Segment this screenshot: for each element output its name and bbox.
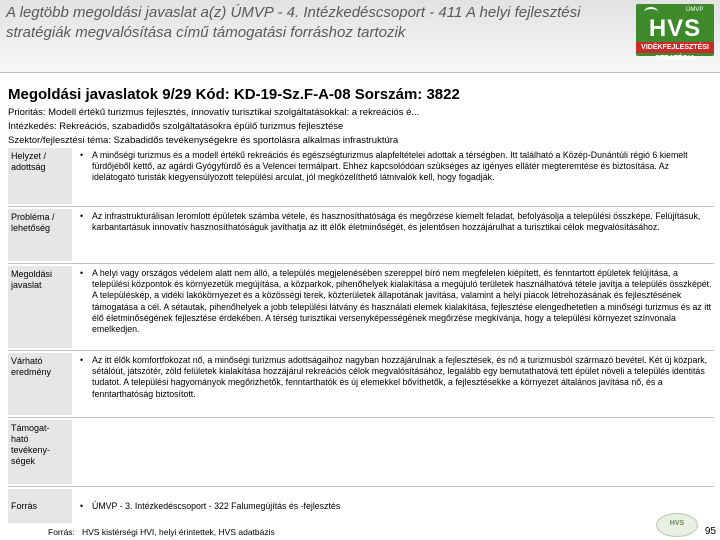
footer-source-label: Forrás:	[48, 527, 75, 537]
table-row	[8, 489, 714, 523]
solution-table	[8, 148, 714, 527]
row-divider	[8, 263, 714, 264]
footer-source-text: HVS kistérségi HVI, helyi érintettek, HVS adatbázis	[82, 527, 275, 537]
header-title: A legtöbb megoldási javaslat a(z) ÚMVP - 4. Intézkedéscsoport - 411 A helyi fejlesztési stratégiák megvalósítása című támogatási forráshoz tartozik	[6, 4, 581, 41]
bullet-icon: •	[80, 355, 84, 365]
row-label: Támogat- ható tevékeny- ségek	[8, 420, 72, 484]
meta-sector: Szektor/fejlesztési téma: Szabadidős tevékenységekre és sportolásra alkalmas infrastruktúra	[8, 135, 399, 146]
header-divider	[0, 72, 720, 73]
hvs-logo	[636, 4, 714, 62]
logo-subtext: VIDÉKFEJLESZTÉSI STRATÉGIA	[636, 42, 714, 53]
logo-text: HVS	[648, 15, 702, 42]
table-row	[8, 266, 714, 348]
small-hvs-logo	[656, 513, 698, 537]
bullet-icon: •	[80, 150, 84, 160]
logo-tag: ÚMVP	[686, 7, 704, 13]
meta-priority: Prioritás: Modell értékű turizmus fejlesztés, innovatív turisztikai szolgáltatásokkal: a rekreációs é...	[8, 107, 420, 118]
row-text: A helyi vagy országos védelem alatt nem álló, a település megjelenésében szereppel bíró nem megfelelen kiépített, és fenntartott épületek felújítása, a települési központok és környezetük megújítása, a közparkok, pihenőhelyek kialakítása a megújuló területek használhatóvá tétele javítja a település összképét. A településkép, a vidéki lakókörnyezet és a közösségi terek, közterületek állapotának javítása, valamint a helyi piacok létrehozásának és fejlesztésének támogatása a cél. A sétautak, pihenőhelyek a jobb települési látvány és használati elemek kialakítása, fejlesztése elengedhetetlen a minőségi turizmus és az itt élő életminőségének fejlesztése érdekében. A térség turisztikai versenyképességének megőrzése megkívánja, hogy a települési környezet színvonala emelkedjen.	[92, 268, 712, 335]
row-label: Várható eredmény	[8, 353, 72, 415]
bullet-icon: •	[80, 268, 84, 278]
row-content	[80, 420, 714, 484]
row-label: Megoldási javaslat	[8, 266, 72, 348]
meta-intezkedes: Intézkedés: Rekreációs, szabadidős szolgáltatásokra épülő turizmus fejlesztése	[8, 121, 344, 132]
row-content	[80, 209, 714, 261]
page-number: 95	[704, 526, 716, 537]
row-divider	[8, 417, 714, 418]
row-label: Forrás	[8, 489, 72, 523]
row-label: Helyzet / adottság	[8, 148, 72, 204]
bullet-icon: •	[80, 211, 84, 221]
table-row	[8, 209, 714, 261]
row-content	[80, 266, 714, 348]
row-text: Az itt élők komfortfokozat nő, a minőségi turizmus adottságaihoz nagyban hozzájárulnak a fejlesztések, és nő a turizmusból származó bevétel. Két új közpark, sétálóút, játszótér, zöld felületek kialakítása hozzájárul rekreációs célok megvalósításához, legalább egy bemutathatóvá tett épület növeli a település identitás tudatot. A települési hagyományok megőrizhetők, fenntarthatók és új elemekkel bővíthetők, a fejlesztésekke a környezet általános javítása nő, és a fenntarthatóság biztosított.	[92, 355, 708, 399]
row-content	[80, 489, 714, 523]
table-row	[8, 420, 714, 484]
row-divider	[8, 206, 714, 207]
table-row	[8, 353, 714, 415]
row-divider	[8, 350, 714, 351]
row-text: Az infrastrukturálisan leromlott épületek számba vétele, és hasznosíthatósága és megőrzése kiemelt feladat, befolyásolja a települési összképe. Felújításuk, karbantartásuk innovatív hasznosíthatóságuk javíthatja az itt élők életminőségét, és jelentősen hozzájárulhat a turisztikai célok megvalósításához.	[92, 211, 701, 233]
row-label: Probléma / lehetőség	[8, 209, 72, 261]
row-text: ÚMVP - 3. Intézkedéscsoport - 322 Falumegújítás és -fejlesztés	[92, 501, 341, 511]
row-text: A minőségi turizmus és a modell értékű rekreációs és egészségturizmus alapfeltételei adottak a térségben. Itt található a Közép-Dunántúli régió 6 kiemelt fürdőjéből kettő, az agárdi Gyógyfürdő és a Velencei termálpart. Ehhez kapcsolódóan szükséges az igényes ellátér megteremtése és biztosítása. Az idelátogató turisták kiegyensúlyozott települési arculat, jól megközelíthető látnivalók kell, hogy fogadják.	[92, 150, 688, 183]
table-row	[8, 148, 714, 204]
row-content	[80, 353, 714, 415]
row-content	[80, 148, 714, 204]
row-divider	[8, 486, 714, 487]
small-logo-text: HVS	[669, 520, 685, 527]
page-title: Megoldási javaslatok 9/29 Kód: KD-19-Sz.F-A-08 Sorszám: 3822	[8, 86, 460, 103]
header-band	[0, 0, 720, 72]
bullet-icon: •	[80, 501, 84, 511]
